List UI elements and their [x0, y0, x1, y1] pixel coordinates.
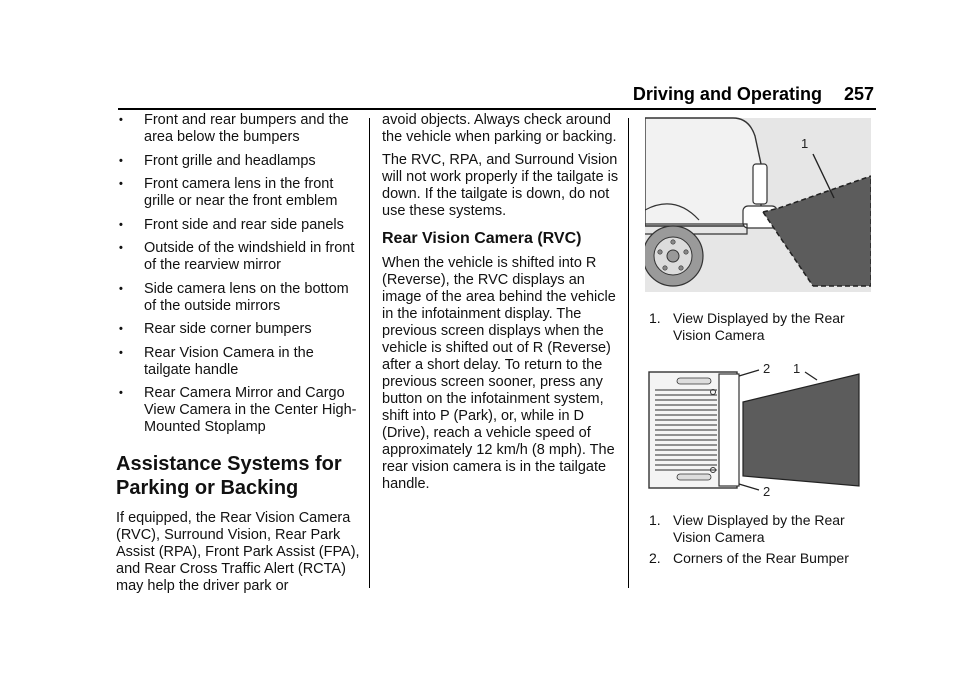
body-paragraph: When the vehicle is shifted into R (Reverse), the RVC displays an image of the area behind the vehicle in the infotainment display. The previous screen displays when the vehicle is shifted out of R (Reverse) after a short delay. To return to the previous screen sooner, press any button on the infotainment system, shift into P (Park), or, while in D (Drive), reach a vehicle speed of approximately 12 km/h (8 mph). The rear vision camera is in the tailgate handle. — [382, 255, 616, 492]
column-2 — [382, 112, 620, 499]
list-item: • Front side and rear side panels — [116, 217, 360, 234]
cleaning-areas-list — [116, 112, 360, 436]
list-item: • Side camera lens on the bottom of the outside mirrors — [116, 281, 360, 315]
column-divider — [369, 118, 370, 588]
caption-text: View Displayed by the Rear Vision Camera — [673, 512, 845, 545]
caption-item — [645, 310, 875, 344]
page-number: 257 — [843, 84, 874, 104]
caption-item — [645, 512, 875, 546]
caption-number: 1. — [649, 310, 661, 326]
list-item: • Front grille and headlamps — [116, 153, 360, 170]
header-rule — [118, 108, 876, 110]
rear-bumper-view-illustration — [645, 358, 871, 498]
body-paragraph: avoid objects. Always check around the vehicle when parking or backing. — [382, 112, 617, 145]
callout-label: 2 — [763, 484, 771, 498]
list-item: • Outside of the windshield in front of the rearview mirror — [116, 240, 360, 274]
caption-item — [645, 550, 875, 567]
caption-number: 2. — [649, 550, 661, 566]
section-heading: Assistance Systems for Parking or Backing — [116, 453, 342, 499]
list-item: • Front and rear bumpers and the area below the bumpers — [116, 112, 360, 146]
list-item: • Rear side corner bumpers — [116, 321, 360, 338]
column-3 — [645, 112, 875, 567]
column-divider — [628, 118, 629, 588]
caption-text: Corners of the Rear Bumper — [673, 550, 849, 566]
body-paragraph: The RVC, RPA, and Surround Vision will not work properly if the tailgate is down. If the tailgate is down, do not use these systems. — [382, 152, 619, 219]
rear-camera-view-illustration — [645, 112, 871, 292]
column-1 — [116, 112, 360, 601]
body-paragraph: If equipped, the Rear Vision Camera (RVC), Surround Vision, Rear Park Assist (RPA), Front Park Assist (FPA), and Rear Cross Traffic Alert (RCTA) may help the driver park or — [116, 510, 360, 594]
list-item: • Rear Camera Mirror and Cargo View Camera in the Center High-Mounted Stoplamp — [116, 385, 360, 436]
list-item: • Rear Vision Camera in the tailgate handle — [116, 345, 360, 379]
callout-label: 1 — [801, 136, 809, 151]
section-title: Driving and Operating — [632, 84, 822, 104]
callout-label: 1 — [793, 361, 801, 376]
caption-text: View Displayed by the Rear Vision Camera — [673, 310, 845, 343]
caption-number: 1. — [649, 512, 661, 528]
page-header — [0, 84, 874, 105]
list-item: • Front camera lens in the front grille or near the front emblem — [116, 176, 360, 210]
callout-label: 2 — [763, 361, 771, 376]
subsection-heading: Rear Vision Camera (RVC) — [382, 230, 582, 247]
figure-caption — [645, 310, 875, 344]
figure-caption — [645, 512, 875, 567]
